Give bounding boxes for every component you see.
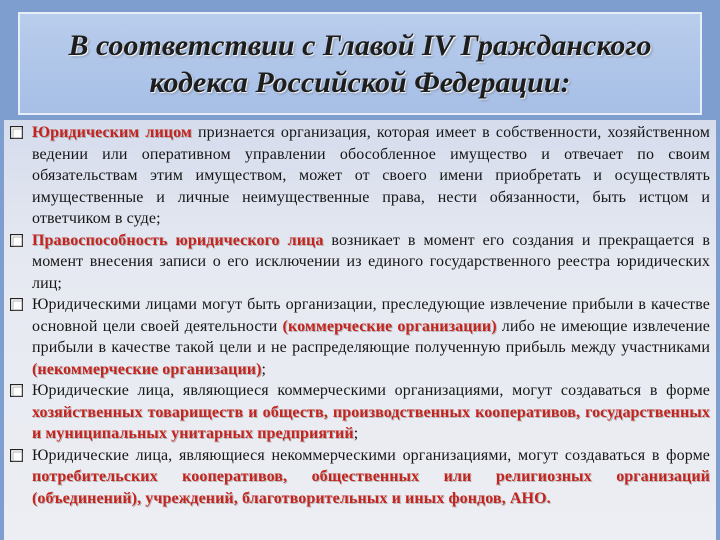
highlight-commercial: (коммерческие организации)	[282, 317, 497, 335]
title-line-2: кодекса Российской Федерации:	[149, 65, 571, 99]
highlight-noncommercial: (некоммерческие организации)	[32, 360, 262, 378]
checkbox-bullet-icon	[10, 384, 23, 397]
item-text: либо не имеющие извлечение прибыли в качестве такой цели и не распределяющие полученную прибыль между участниками	[32, 317, 710, 356]
highlight-noncommercial-forms: потребительских кооперативов, общественных или религиозных организаций (объединений), учреждений, благотворительных и иных фондов, АНО.	[32, 468, 710, 507]
list-item	[6, 294, 710, 380]
item-text: ;	[261, 360, 267, 378]
checkbox-bullet-icon	[10, 449, 23, 462]
checkbox-bullet-icon	[10, 234, 23, 247]
list-item	[6, 445, 710, 510]
list-item	[6, 230, 710, 295]
slide-title	[18, 12, 702, 115]
item-text: признается организация, которая имеет в собственности, хозяйственном ведении или оперативном управлении обособленное имущество и отвечает по своим обязательствам этим имуществом, может от своего имени приобретать и осуществлять имущественные и личные неимущественные права, нести обязанности, быть истцом и ответчиком в суде;	[32, 124, 710, 227]
item-text: ;	[353, 425, 359, 442]
list-item	[6, 122, 710, 230]
checkbox-bullet-icon	[10, 126, 23, 139]
list-item	[6, 380, 710, 445]
title-line-1: В соответствии с Главой IV Гражданского	[68, 28, 652, 62]
term-legal-entity: Юридическим лицом	[32, 124, 192, 141]
item-text: Юридическими лицами могут быть организации, преследующие извлечение прибыли в качестве основной цели своей деятельности	[32, 296, 710, 335]
item-text: Юридические лица, являющиеся некоммерческими организациями, могут создаваться в форме	[32, 446, 710, 464]
highlight-commercial-forms: хозяйственных товариществ и обществ, производственных кооперативов, государственных и муниципальных унитарных предприятий	[32, 403, 710, 442]
term-legal-capacity: Правоспособность юридического лица	[32, 231, 324, 249]
item-text: возникает в момент его создания и прекращается в момент внесения записи о его исключении из единого государственного реестра юридических лиц;	[32, 231, 710, 292]
item-text: Юридические лица, являющиеся коммерческими организациями, могут создаваться в форме	[32, 382, 710, 399]
checkbox-bullet-icon	[10, 298, 23, 311]
content-panel	[4, 120, 716, 540]
